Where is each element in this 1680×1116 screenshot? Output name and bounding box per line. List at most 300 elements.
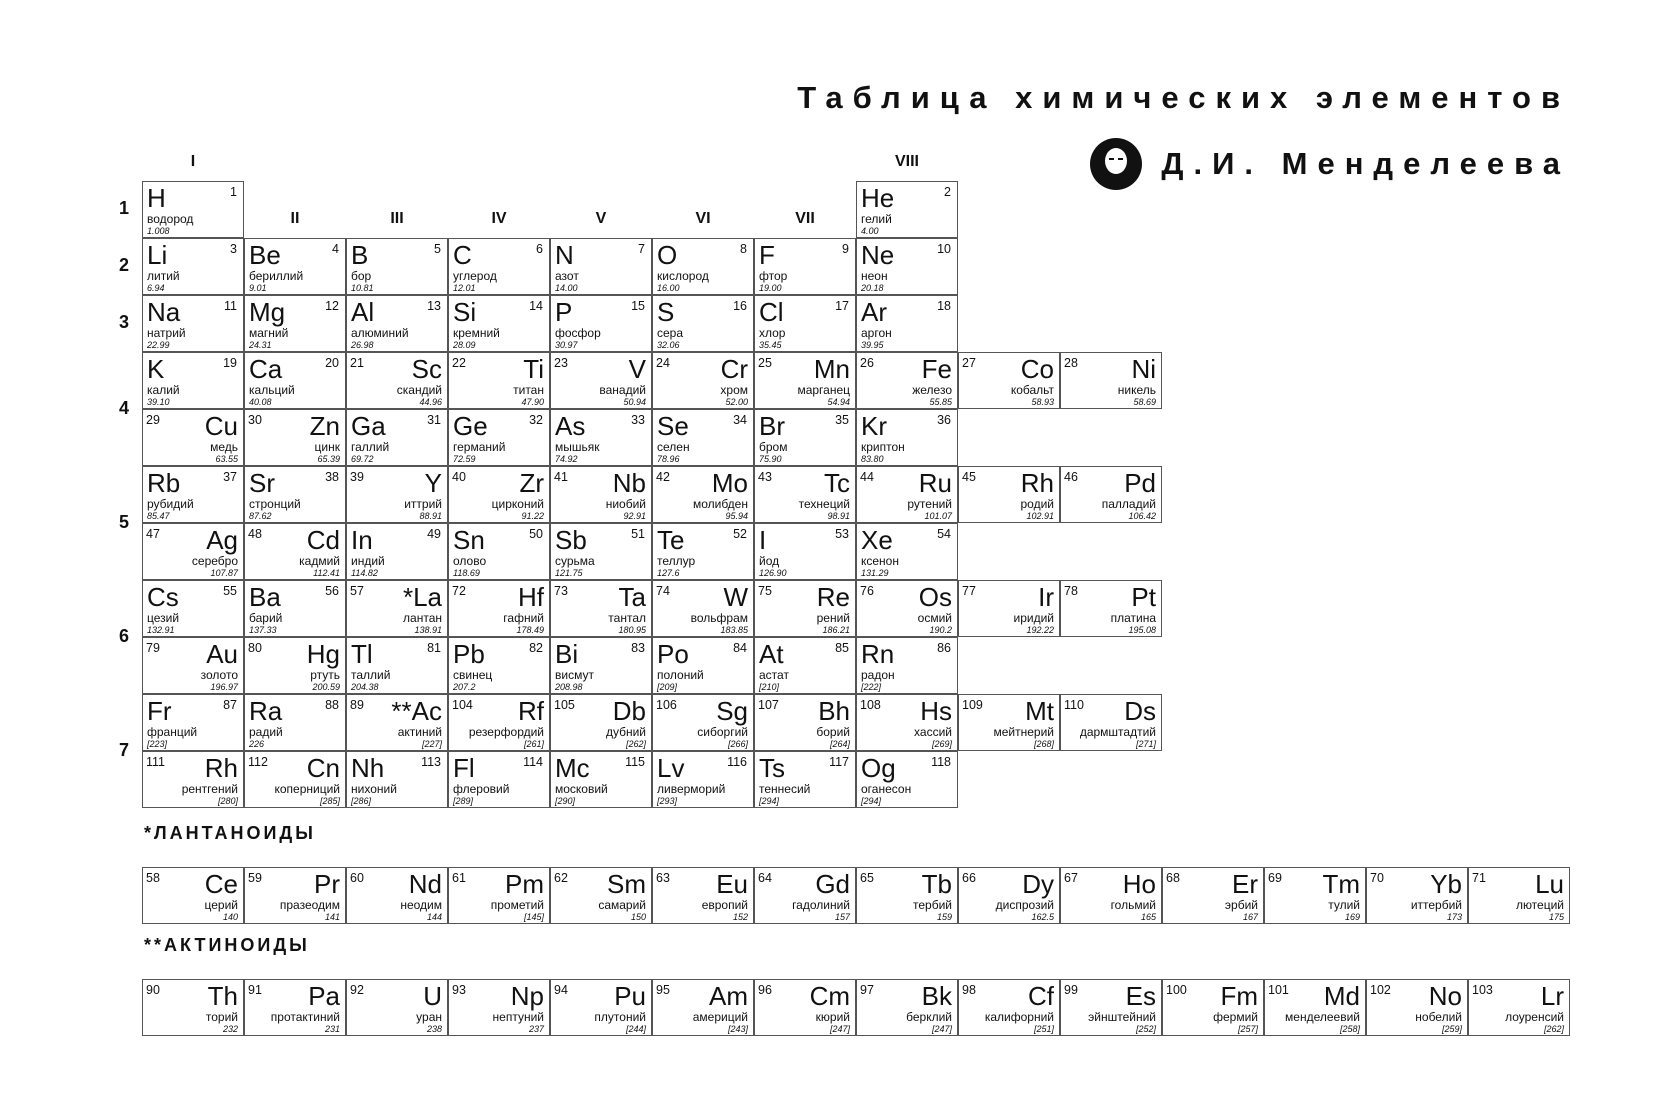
atomic-mass: 72.59 xyxy=(453,454,476,464)
atomic-number: 44 xyxy=(860,470,874,484)
atomic-number: 10 xyxy=(937,242,951,256)
atomic-mass: [293] xyxy=(657,796,678,806)
atomic-mass: 95.94 xyxy=(725,511,748,521)
atomic-mass: [259] xyxy=(1441,1024,1462,1034)
element-name: гелий xyxy=(861,212,892,226)
atomic-mass: [262] xyxy=(625,739,646,749)
element-name: ниобий xyxy=(605,497,646,511)
element-symbol: Nd xyxy=(408,869,442,899)
atomic-number: 42 xyxy=(656,470,670,484)
atomic-mass: 50.94 xyxy=(623,397,646,407)
element-cell xyxy=(244,352,346,409)
element-symbol: Tm xyxy=(1322,869,1360,899)
atomic-mass: 157 xyxy=(834,912,850,922)
page-subtitle-text: Д.И. Менделеева xyxy=(1161,146,1570,181)
actinoids-label: **АКТИНОИДЫ xyxy=(144,935,310,955)
atomic-number: 92 xyxy=(350,983,364,997)
atomic-number: 116 xyxy=(727,755,747,769)
element-cell xyxy=(652,580,754,637)
atomic-number: 18 xyxy=(937,299,951,313)
element-cell xyxy=(346,580,448,637)
atomic-number: 32 xyxy=(529,413,543,427)
group-label: III xyxy=(390,210,404,227)
element-symbol: Bk xyxy=(921,981,952,1011)
element-name: мейтнерий xyxy=(993,725,1054,739)
element-name: кадмий xyxy=(299,554,340,568)
element-name: кальций xyxy=(249,383,295,397)
atomic-mass: 178.49 xyxy=(516,625,544,635)
element-symbol: *La xyxy=(402,582,442,612)
element-cell xyxy=(448,580,550,637)
element-name: гафний xyxy=(503,611,544,625)
atomic-mass: 162.5 xyxy=(1031,912,1054,922)
element-symbol: I xyxy=(759,525,767,555)
element-cell xyxy=(1366,867,1468,924)
element-name: астат xyxy=(759,668,789,682)
element-cell xyxy=(142,352,244,409)
element-cell xyxy=(754,580,856,637)
atomic-mass: [227] xyxy=(421,739,442,749)
element-symbol: B xyxy=(351,240,369,270)
element-name: хлор xyxy=(759,326,786,340)
element-symbol: F xyxy=(759,240,775,270)
element-symbol: Bi xyxy=(555,639,579,669)
atomic-mass: [266] xyxy=(727,739,748,749)
atomic-mass: [271] xyxy=(1135,739,1156,749)
atomic-mass: 35.45 xyxy=(759,340,782,350)
element-cell xyxy=(448,637,550,694)
element-name: калифорний xyxy=(984,1010,1054,1024)
element-name: самарий xyxy=(598,898,646,912)
atomic-number: 88 xyxy=(325,698,339,712)
atomic-mass: 32.06 xyxy=(657,340,680,350)
element-name: нептуний xyxy=(492,1010,544,1024)
element-symbol: Si xyxy=(453,297,477,327)
atomic-number: 53 xyxy=(835,527,849,541)
atomic-mass: 208.98 xyxy=(555,682,583,692)
element-name: йод xyxy=(759,554,780,568)
element-name: германий xyxy=(453,440,506,454)
atomic-number: 25 xyxy=(758,356,772,370)
element-cell xyxy=(142,637,244,694)
element-symbol: As xyxy=(555,411,586,441)
element-name: ртуть xyxy=(310,668,340,682)
element-symbol: Ga xyxy=(351,411,386,441)
atomic-mass: 30.97 xyxy=(555,340,578,350)
atomic-number: 85 xyxy=(835,641,849,655)
element-symbol: Cs xyxy=(147,582,179,612)
element-cell xyxy=(244,523,346,580)
element-cell xyxy=(652,751,754,808)
element-name: сера xyxy=(657,326,684,340)
element-symbol: Re xyxy=(816,582,850,612)
element-name: америций xyxy=(692,1010,748,1024)
element-cell xyxy=(142,409,244,466)
element-cell xyxy=(142,751,244,808)
element-symbol: Zn xyxy=(309,411,340,441)
atomic-mass: 54.94 xyxy=(827,397,850,407)
atomic-number: 4 xyxy=(332,242,339,256)
element-name: медь xyxy=(210,440,238,454)
atomic-mass: [285] xyxy=(319,796,340,806)
element-symbol: Kr xyxy=(861,411,887,441)
element-symbol: Br xyxy=(759,411,785,441)
element-symbol: Ar xyxy=(861,297,887,327)
element-name: хассий xyxy=(914,725,952,739)
element-name: родий xyxy=(1020,497,1054,511)
atomic-mass: [268] xyxy=(1033,739,1054,749)
element-cell xyxy=(958,352,1060,409)
element-name: алюминий xyxy=(351,326,409,340)
atomic-number: 63 xyxy=(656,871,670,885)
atomic-mass: 186.21 xyxy=(822,625,850,635)
atomic-number: 9 xyxy=(842,242,849,256)
atomic-mass: 107.87 xyxy=(210,568,238,578)
atomic-number: 73 xyxy=(554,584,568,598)
element-cell xyxy=(1060,694,1162,751)
element-name: торий xyxy=(205,1010,238,1024)
atomic-mass: 121.75 xyxy=(555,568,583,578)
atomic-number: 15 xyxy=(631,299,645,313)
element-symbol: Fr xyxy=(147,696,172,726)
atomic-number: 110 xyxy=(1064,698,1084,712)
element-symbol: H xyxy=(147,183,166,213)
element-symbol: Rn xyxy=(861,639,895,669)
atomic-number: 80 xyxy=(248,641,262,655)
element-symbol: Sg xyxy=(716,696,748,726)
element-name: берклий xyxy=(906,1010,952,1024)
atomic-number: 107 xyxy=(758,698,779,712)
element-cell xyxy=(448,523,550,580)
element-cell xyxy=(448,694,550,751)
atomic-mass: 118.69 xyxy=(453,568,480,578)
element-name: менделеевий xyxy=(1285,1010,1360,1024)
atomic-number: 67 xyxy=(1064,871,1078,885)
element-cell xyxy=(754,523,856,580)
element-name: рутений xyxy=(907,497,952,511)
element-symbol: Cm xyxy=(809,981,850,1011)
element-name: барий xyxy=(249,611,283,625)
atomic-mass: 6.94 xyxy=(147,283,165,293)
element-symbol: Md xyxy=(1323,981,1360,1011)
element-symbol: Ce xyxy=(204,869,238,899)
element-symbol: Sm xyxy=(607,869,646,899)
element-cell xyxy=(550,979,652,1036)
element-name: цирконий xyxy=(491,497,544,511)
atomic-number: 91 xyxy=(248,983,262,997)
atomic-number: 21 xyxy=(350,356,364,370)
element-cell xyxy=(550,580,652,637)
atomic-mass: 58.93 xyxy=(1031,397,1054,407)
element-symbol: Rb xyxy=(147,468,181,498)
period-label: 7 xyxy=(118,740,129,760)
element-name: дармштадтий xyxy=(1079,725,1156,739)
element-cell xyxy=(856,694,958,751)
element-cell xyxy=(142,694,244,751)
element-name: натрий xyxy=(147,326,186,340)
atomic-mass: 237 xyxy=(528,1024,544,1034)
element-name: галлий xyxy=(351,440,390,454)
element-symbol: N xyxy=(555,240,574,270)
atomic-mass: 28.09 xyxy=(453,340,476,350)
atomic-mass: [269] xyxy=(931,739,952,749)
element-symbol: Nb xyxy=(612,468,646,498)
element-cell xyxy=(856,751,958,808)
element-symbol: Db xyxy=(612,696,646,726)
atomic-mass: 78.96 xyxy=(657,454,680,464)
atomic-mass: 106.42 xyxy=(1128,511,1156,521)
atomic-number: 51 xyxy=(631,527,645,541)
element-cell xyxy=(856,580,958,637)
atomic-mass: 152 xyxy=(732,912,748,922)
atomic-number: 87 xyxy=(223,698,237,712)
element-name: резерфордий xyxy=(468,725,544,739)
atomic-mass: 131.29 xyxy=(861,568,889,578)
atomic-number: 81 xyxy=(427,641,441,655)
element-symbol: Fm xyxy=(1220,981,1258,1011)
element-cell xyxy=(346,466,448,523)
element-cell xyxy=(550,867,652,924)
atomic-number: 68 xyxy=(1166,871,1180,885)
element-symbol: Sn xyxy=(453,525,485,555)
element-cell xyxy=(652,979,754,1036)
element-symbol: Dy xyxy=(1022,869,1054,899)
element-name: цезий xyxy=(147,611,180,625)
element-cell xyxy=(1060,580,1162,637)
element-symbol: No xyxy=(1428,981,1462,1011)
atomic-mass: 47.90 xyxy=(521,397,544,407)
atomic-mass: 40.08 xyxy=(249,397,272,407)
element-name: свинец xyxy=(453,668,493,682)
element-symbol: O xyxy=(657,240,678,270)
element-symbol: Y xyxy=(424,468,442,498)
atomic-mass: 226 xyxy=(249,739,265,749)
element-symbol: Yb xyxy=(1430,869,1462,899)
atomic-mass: [247] xyxy=(829,1024,850,1034)
element-symbol: Ho xyxy=(1122,869,1156,899)
element-cell xyxy=(244,238,346,295)
element-cell xyxy=(652,466,754,523)
atomic-mass: 150 xyxy=(630,912,646,922)
atomic-number: 61 xyxy=(452,871,466,885)
element-symbol: Cd xyxy=(306,525,340,555)
element-cell xyxy=(244,466,346,523)
atomic-number: 103 xyxy=(1472,983,1493,997)
element-symbol: Cu xyxy=(204,411,238,441)
atomic-number: 38 xyxy=(325,470,339,484)
element-name: рубидий xyxy=(147,497,194,511)
atomic-mass: 39.95 xyxy=(861,340,884,350)
element-cell xyxy=(652,238,754,295)
atomic-number: 98 xyxy=(962,983,976,997)
element-symbol: Rh xyxy=(204,753,238,783)
element-name: иридий xyxy=(1013,611,1054,625)
atomic-mass: 102.91 xyxy=(1026,511,1054,521)
element-cell xyxy=(550,637,652,694)
atomic-number: 64 xyxy=(758,871,772,885)
element-cell xyxy=(550,751,652,808)
element-cell xyxy=(550,523,652,580)
element-name: оганесон xyxy=(861,782,912,796)
atomic-number: 31 xyxy=(427,413,441,427)
atomic-number: 52 xyxy=(733,527,747,541)
element-symbol: **Ac xyxy=(391,696,442,726)
element-symbol: Pb xyxy=(453,639,485,669)
element-name: индий xyxy=(351,554,385,568)
element-name: ливерморий xyxy=(657,782,726,796)
element-symbol: C xyxy=(453,240,472,270)
element-symbol: Ir xyxy=(1038,582,1054,612)
atomic-number: 6 xyxy=(536,242,543,256)
element-cell xyxy=(1162,867,1264,924)
element-name: аргон xyxy=(861,326,892,340)
element-name: технеций xyxy=(798,497,850,511)
element-symbol: Ds xyxy=(1124,696,1156,726)
atomic-mass: [247] xyxy=(931,1024,952,1034)
element-name: дубний xyxy=(605,725,646,739)
atomic-mass: 10.81 xyxy=(351,283,374,293)
atomic-mass: 140 xyxy=(222,912,238,922)
element-cell xyxy=(754,751,856,808)
page-subtitle xyxy=(1089,137,1570,191)
element-symbol: Pt xyxy=(1131,582,1156,612)
element-cell xyxy=(448,295,550,352)
atomic-number: 106 xyxy=(656,698,677,712)
element-symbol: Rf xyxy=(518,696,544,726)
element-name: лантан xyxy=(403,611,442,625)
element-cell xyxy=(244,867,346,924)
element-cell xyxy=(346,352,448,409)
element-symbol: Mt xyxy=(1025,696,1054,726)
atomic-number: 5 xyxy=(434,242,441,256)
element-cell xyxy=(1060,466,1162,523)
group-label: VIII xyxy=(894,153,919,170)
atomic-number: 55 xyxy=(223,584,237,598)
atomic-number: 17 xyxy=(835,299,849,313)
element-cell xyxy=(346,637,448,694)
element-symbol: Mg xyxy=(249,297,286,327)
element-symbol: Li xyxy=(147,240,168,270)
atomic-mass: 175 xyxy=(1548,912,1564,922)
atomic-mass: 83.80 xyxy=(861,454,884,464)
atomic-mass: 173 xyxy=(1446,912,1462,922)
element-name: флеровий xyxy=(453,782,510,796)
element-symbol: Cr xyxy=(720,354,748,384)
mendeleev-portrait-icon xyxy=(1089,137,1143,191)
element-symbol: Sc xyxy=(411,354,442,384)
atomic-number: 26 xyxy=(860,356,874,370)
element-symbol: At xyxy=(759,639,784,669)
atomic-number: 76 xyxy=(860,584,874,598)
atomic-mass: 165 xyxy=(1140,912,1156,922)
element-cell xyxy=(856,867,958,924)
element-name: олово xyxy=(453,554,487,568)
atomic-mass: [280] xyxy=(217,796,238,806)
atomic-mass: 137.33 xyxy=(249,625,277,635)
atomic-number: 105 xyxy=(554,698,575,712)
element-name: эйнштейний xyxy=(1088,1010,1156,1024)
atomic-mass: 74.92 xyxy=(555,454,578,464)
element-cell xyxy=(958,694,1060,751)
element-symbol: Am xyxy=(709,981,748,1011)
atomic-mass: 138.91 xyxy=(414,625,442,635)
element-name: магний xyxy=(249,326,289,340)
element-cell xyxy=(1264,867,1366,924)
element-symbol: Co xyxy=(1020,354,1054,384)
element-name: цинк xyxy=(314,440,340,454)
element-symbol: Ca xyxy=(249,354,283,384)
element-cell xyxy=(652,637,754,694)
element-cell xyxy=(754,694,856,751)
element-symbol: In xyxy=(351,525,373,555)
atomic-mass: 14.00 xyxy=(555,283,578,293)
atomic-mass: 192.22 xyxy=(1026,625,1054,635)
element-symbol: Ne xyxy=(861,240,895,270)
element-symbol: Pa xyxy=(308,981,340,1011)
atomic-mass: 19.00 xyxy=(759,283,782,293)
element-name: криптон xyxy=(861,440,905,454)
element-cell xyxy=(550,694,652,751)
element-symbol: Sr xyxy=(249,468,275,498)
element-symbol: Ba xyxy=(249,582,281,612)
element-cell xyxy=(1060,979,1162,1036)
period-label: 1 xyxy=(118,198,129,218)
atomic-mass: 4.00 xyxy=(861,226,879,236)
atomic-number: 114 xyxy=(523,755,543,769)
atomic-mass: 126.90 xyxy=(759,568,787,578)
atomic-number: 60 xyxy=(350,871,364,885)
atomic-mass: [210] xyxy=(759,682,780,692)
atomic-number: 113 xyxy=(421,755,441,769)
element-symbol: Lu xyxy=(1535,869,1564,899)
atomic-mass: 141 xyxy=(324,912,340,922)
element-cell xyxy=(754,409,856,466)
element-cell xyxy=(652,409,754,466)
atomic-mass: 207.2 xyxy=(453,682,476,692)
element-cell xyxy=(448,751,550,808)
atomic-mass: [289] xyxy=(453,796,474,806)
atomic-number: 108 xyxy=(860,698,881,712)
element-symbol: Tc xyxy=(824,468,850,498)
atomic-number: 27 xyxy=(962,356,976,370)
element-name: платина xyxy=(1110,611,1156,625)
element-cell xyxy=(346,979,448,1036)
atomic-number: 30 xyxy=(248,413,262,427)
atomic-number: 2 xyxy=(944,185,951,199)
atomic-number: 46 xyxy=(1064,470,1078,484)
element-name: бром xyxy=(759,440,788,454)
atomic-mass: 26.98 xyxy=(351,340,374,350)
atomic-mass: [264] xyxy=(829,739,850,749)
element-symbol: Cl xyxy=(759,297,784,327)
group-label: IV xyxy=(491,210,507,227)
element-name: кислород xyxy=(657,269,709,283)
atomic-mass: 92.91 xyxy=(623,511,646,521)
element-cell xyxy=(856,181,958,238)
atomic-mass: 39.10 xyxy=(147,397,170,407)
element-symbol: Cn xyxy=(306,753,340,783)
atomic-mass: 112.41 xyxy=(313,568,340,578)
lanthanoids-label: *ЛАНТАНОИДЫ xyxy=(144,823,316,843)
atomic-number: 20 xyxy=(325,356,339,370)
element-cell xyxy=(448,409,550,466)
period-label: 6 xyxy=(118,626,129,646)
element-cell xyxy=(142,580,244,637)
atomic-mass: [257] xyxy=(1237,1024,1258,1034)
element-cell xyxy=(550,409,652,466)
element-name: протактиний xyxy=(270,1010,340,1024)
element-cell xyxy=(1366,979,1468,1036)
